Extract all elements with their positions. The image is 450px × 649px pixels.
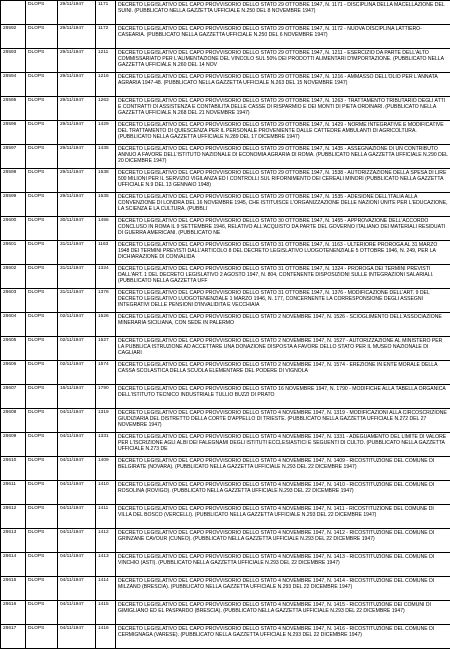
- source-cell: DLOPS: [26, 601, 58, 625]
- decree-text-cell: DECRETO LEGISLATIVO DEL CAPO PROVVISORIO DELLO STATO 29 OTTOBRE 1947, N. 1171 - DISCIPLINA DELLA MACELLAZIONE DEL SUINI. (PUBBLICATO NELLA GAZZETTA UFFICIALE N.250 DEL 8 NOVEMBRE 1947): [116, 1, 450, 25]
- decree-text-cell: DECRETO LEGISLATIVO DEL CAPO PROVVISORIO DELLO STATO 4 NOVEMBRE 1947, N. 1331 - ADEGUAMENTO DEL LIMITE DI VALORE PER L'ISCRIZIONE AGLI ALBI DEI FALEGNAMI DEGLI ISTITUTI ECCLESIASTICI E SEGUENTI DI CULTO. (PUBBLICATO NELLA GAZZETTA UFFICIALE N.273 DE: [116, 433, 450, 457]
- decree-text-cell: DECRETO LEGISLATIVO DEL CAPO PROVVISORIO DELLO STATO 29 OTTOBRE 1947, N. 1172 - NUOVA DISCIPLINA LATTIERO-CASEARIA. (PUBBLICATO NELLA GAZZETTA UFFICIALE N.250 DEL 6 NOVEMBRE 1947): [116, 25, 450, 49]
- date-cell: 04/11/1947: [58, 529, 96, 553]
- date-cell: 02/11/1947: [58, 337, 96, 361]
- date-cell: 31/11/1947: [58, 265, 96, 289]
- decree-number-cell: 1527: [96, 337, 116, 361]
- decree-number-cell: 1535: [96, 193, 116, 217]
- decree-text-cell: DECRETO LEGISLATIVO DEL CAPO PROVVISORIO DELLO STATO 16 NOVEMBRE 1947, N. 1790 - MODIFICHE ALLA TABELLA ORGANICA DELL'ISTITUTO TECNICO INDUSTRIALE TULLIO BUZZI DI PRATO: [116, 385, 450, 409]
- decree-text-cell: DECRETO LEGISLATIVO DEL CAPO PROVVISORIO DELLO STATO 29 OTTOBRE 1947, N. 1429 - NORME INTEGRATIVE E MODIFICATIVE DEL TRATTAMENTO DI QUIESCENZA PER IL PERSONALE PROVENIENTE DALLE CATTEDRE AMBULANTI DI AGRICOLTURA. (PUBBLICATO NELLA GAZZETTA UFFICIALE N.289 DEL 17 DICEMBRE 1947): [116, 121, 450, 145]
- decree-text-cell: DECRETO LEGISLATIVO DEL CAPO PROVVISORIO DELLO STATO 29 OTTOBRE 1947, N. 1435 - ASSEGNAZIONE DI UN CONTRIBUTO ANNUO A FAVORE DELL'ISTITUTO NAZIONALE DI ECONOMIA AGRARIA DI ROMA. (PUBBLICATO NELLA GAZZETTA UFFICIALE N.290 DEL 20 DICEMBRE 1947): [116, 145, 450, 169]
- decree-number-cell: 1409: [96, 457, 116, 481]
- decree-text-cell: DECRETO LEGISLATIVO DEL CAPO PROVVISORIO DELLO STATO 4 NOVEMBRE 1947, N. 1409 - RICOSTITUZIONE DEL COMUNE DI BELGIRATE (NOVARA). (PUBBLICATO NELLA GAZZETTA UFFICIALE N.293 DEL 22 DICEMBRE 1947): [116, 457, 450, 481]
- date-cell: 29/11/1947: [58, 145, 96, 169]
- decree-number-cell: 1412: [96, 529, 116, 553]
- date-cell: 02/11/1947: [58, 361, 96, 385]
- source-cell: DLOPS: [26, 553, 58, 577]
- decree-text-cell: DECRETO LEGISLATIVO DEL CAPO PROVVISORIO DELLO STATO 4 NOVEMBRE 1947, N. 1412 - RICOSTITUZIONE DEL COMUNE DI GRINZANE CAVOUR (CUNEO). (PUBBLICATO NELLA GAZZETTA UFFICIALE N.293 DEL 22 DICEMBRE 1947): [116, 529, 450, 553]
- date-cell: 29/11/1947: [58, 73, 96, 97]
- table-row: [1, 289, 450, 313]
- table-row: [1, 265, 450, 289]
- table-row: [1, 25, 450, 49]
- record-id-cell: 28605: [1, 337, 26, 361]
- record-id-cell: 28608: [1, 409, 26, 433]
- decree-number-cell: 1263: [96, 97, 116, 121]
- decree-number-cell: 1319: [96, 409, 116, 433]
- table-row: [1, 361, 450, 385]
- table-row: [1, 433, 450, 457]
- decree-text-cell: DECRETO LEGISLATIVO DEL CAPO PROVVISORIO DELLO STATO 4 NOVEMBRE 1947, N. 1413 - RICOSTITUZIONE DEL COMUNE DI VINCHIO (ASTI). (PUBBLICATO NELLA GAZZETTA UFFICIALE N.293 DEL 22 DICEMBRE 1947): [116, 553, 450, 577]
- decree-number-cell: 1538: [96, 169, 116, 193]
- decree-text-cell: DECRETO LEGISLATIVO DEL CAPO PROVVISORIO DELLO STATO 30 OTTOBRE 1947, N. 1455 - APPROVAZIONE DELL'ACCORDO CONCLUSO IN ROMA IL 9 SETTEMBRE 1946, RELATIVO ALL'ACQUISTO DA PARTE DEL GOVERNO ITALIANO DEI MATERIALI RESIDUATI DI GUERRA AMERICANI. (PUBBLICATO NE: [116, 217, 450, 241]
- table-row: [1, 193, 450, 217]
- record-id-cell: 28596: [1, 121, 26, 145]
- table-row: [1, 505, 450, 529]
- source-cell: DLOPS: [26, 145, 58, 169]
- record-id-cell: 28613: [1, 529, 26, 553]
- decree-text-cell: DECRETO LEGISLATIVO DEL CAPO PROVVISORIO DELLO STATO 4 NOVEMBRE 1947, N. 1410 - RICOSTITUZIONE DEL COMUNE DI ROSOLINA (ROVIGO). (PUBBLICATO NELLA GAZZETTA UFFICIALE N.293 DEL 22 DICEMBRE 1947): [116, 481, 450, 505]
- record-id-cell: 28611: [1, 481, 26, 505]
- decree-text-cell: DECRETO LEGISLATIVO DEL CAPO PROVVISORIO DELLO STATO 31 OTTOBRE 1947, N. 1376 - MODIFICAZIONE DELL'ART. 9 DEL DECRETO LEGISLATIVO LUOGOTENENZIALE 1 MARZO 1946, N. 177, CONCERNENTE LA CORRESPONSIONE DEGLI ASSEGNI INTEGRATIVI DELLE PENSIONI D'INVALIDITA E VECCHIAIA: [116, 289, 450, 313]
- decree-number-cell: 1415: [96, 601, 116, 625]
- date-cell: 04/11/1947: [58, 505, 96, 529]
- source-cell: DLOPS: [26, 625, 58, 649]
- record-id-cell: 28599: [1, 193, 26, 217]
- record-id-cell: 28595: [1, 97, 26, 121]
- source-cell: DLOPS: [26, 457, 58, 481]
- decree-text-cell: DECRETO LEGISLATIVO DEL CAPO PROVVISORIO DELLO STATO 29 OTTOBRE 1947, N. 1263 - TRATTAMENTO TRIBUTARIO DEGLI ATTI E CONTRATTI DI ASSISTENZA E CONTABILITA DELLE CASSE DI RISPARMIO E DEI MONTI DI PIETA ORDINARI. (PUBBLICATO NELLA GAZZETTA UFFICIALE N.268 DEL 21 NOVEMBRE 1947): [116, 97, 450, 121]
- decree-number-cell: 1410: [96, 481, 116, 505]
- decree-number-cell: 1574: [96, 361, 116, 385]
- decree-text-cell: DECRETO LEGISLATIVO DEL CAPO PROVVISORIO DELLO STATO 31 OTTOBRE 1947, N. 1324 - PROROGA DEI TERMINI PREVISTI DALL'ART. 1 DEL DECRETO LEGISLATIVO 2 AGOSTO 1947, N. 804, CONTENENTE DISPOSIZIONI SULLE INTEGRAZIONI SALARIALI. (PUBBLICATO NELLA GAZZETTA UFF: [116, 265, 450, 289]
- record-id-cell: 28600: [1, 217, 26, 241]
- table-row: [1, 241, 450, 265]
- decree-number-cell: 1411: [96, 505, 116, 529]
- date-cell: 30/11/1947: [58, 217, 96, 241]
- source-cell: DLOPS: [26, 409, 58, 433]
- decree-number-cell: 1171: [96, 1, 116, 25]
- table-row: [1, 97, 450, 121]
- date-cell: 04/11/1947: [58, 433, 96, 457]
- table-row: [1, 313, 450, 337]
- decree-text-cell: DECRETO LEGISLATIVO DEL CAPO PROVVISORIO DELLO STATO 29 OTTOBRE 1947, N. 1538 - AUTORIZZAZIONE DELLA SPESA DI LIRE 500 MILIONI PER IL SERVIZIO VIGILANZA ED I CONTROLLI SUL RIFORNIMENTO DEI CEREALI MINORI (PUBBLICATO NELLA GAZZETTA UFFICIALE N.9 DEL 13 GENNAIO 1948): [116, 169, 450, 193]
- date-cell: 02/11/1947: [58, 313, 96, 337]
- record-id-cell: [1, 1, 26, 25]
- table-row: [1, 385, 450, 409]
- date-cell: 04/11/1947: [58, 409, 96, 433]
- table-row: [1, 121, 450, 145]
- date-cell: 29/11/1947: [58, 49, 96, 73]
- date-cell: 04/11/1947: [58, 481, 96, 505]
- records-table-body: [1, 1, 450, 649]
- date-cell: 31/11/1947: [58, 289, 96, 313]
- decree-number-cell: 1455: [96, 217, 116, 241]
- source-cell: DLOPS: [26, 121, 58, 145]
- record-id-cell: 28598: [1, 169, 26, 193]
- date-cell: 29/11/1947: [58, 97, 96, 121]
- source-cell: DLOPS: [26, 241, 58, 265]
- decree-text-cell: DECRETO LEGISLATIVO DEL CAPO PROVVISORIO DELLO STATO 4 NOVEMBRE 1947, N. 1414 - RICOSTITUZIONE DEL COMUNE DI MILZANO (BRESCIA). (PUBBLICATO NELLA GAZZETTA UFFICIALE N.293 DEL 22 DICEMBRE 1947): [116, 577, 450, 601]
- record-id-cell: 28612: [1, 505, 26, 529]
- record-id-cell: 28594: [1, 73, 26, 97]
- record-id-cell: 28617: [1, 625, 26, 649]
- decree-text-cell: DECRETO LEGISLATIVO DEL CAPO PROVVISORIO DELLO STATO 2 NOVEMBRE 1947, N. 1526 - SCIOGLIMENTO DELL'ASSOCIAZIONE MINERARIA SICILIANA, CON SEDE IN PALERMO: [116, 313, 450, 337]
- source-cell: DLOPS: [26, 385, 58, 409]
- decree-number-cell: 1216: [96, 73, 116, 97]
- date-cell: 04/11/1947: [58, 577, 96, 601]
- date-cell: 04/11/1947: [58, 601, 96, 625]
- table-row: [1, 337, 450, 361]
- date-cell: 29/11/1947: [58, 193, 96, 217]
- decree-number-cell: 1172: [96, 25, 116, 49]
- table-row: [1, 553, 450, 577]
- source-cell: DLOPS: [26, 289, 58, 313]
- source-cell: DLOPS: [26, 433, 58, 457]
- date-cell: 29/11/1947: [58, 169, 96, 193]
- table-row: [1, 49, 450, 73]
- table-row: [1, 409, 450, 433]
- date-cell: 16/11/1947: [58, 385, 96, 409]
- date-cell: 29/11/1947: [58, 25, 96, 49]
- decree-number-cell: 1429: [96, 121, 116, 145]
- decree-number-cell: 1526: [96, 313, 116, 337]
- source-cell: DLOPS: [26, 337, 58, 361]
- decree-text-cell: DECRETO LEGISLATIVO DEL CAPO PROVVISORIO DELLO STATO 31 OTTOBRE 1947, N. 1163 - ULTERIORE PROROGA AL 31 MARZO 1948 DEI TERMINI PREVISTI DALL'ARTICOLO 8 DEL DECRETO LEGISLATIVO LUOGOTENENZIALE 5 OTTOBRE 1946, N. 249, PER LA DICHIARAZIONE DI CONVALIDA: [116, 241, 450, 265]
- record-id-cell: 28615: [1, 577, 26, 601]
- decree-text-cell: DECRETO LEGISLATIVO DEL CAPO PROVVISORIO DELLO STATO 4 NOVEMBRE 1947, N. 1416 - RICOSTITUZIONE DEL COMUNE DI CERMIGNAGA (VARESE). (PUBBLICATO NELLA GAZZETTA UFFICIALE N.293 DEL 22 DICEMBRE 1947): [116, 625, 450, 649]
- record-id-cell: 28614: [1, 553, 26, 577]
- decree-text-cell: DECRETO LEGISLATIVO DEL CAPO PROVVISORIO DELLO STATO 29 OTTOBRE 1947, N. 1216 - AMMASSO DELL'OLIO PER L'ANNATA AGRARIA 1947-48. (PUBBLICATO NELLA GAZZETTA UFFICIALE N.263 DEL 15 NOVEMBRE 1947): [116, 73, 450, 97]
- source-cell: DLOPS: [26, 193, 58, 217]
- source-cell: DLOPS: [26, 217, 58, 241]
- source-cell: DLOPS: [26, 25, 58, 49]
- decree-number-cell: 1414: [96, 577, 116, 601]
- decree-text-cell: DECRETO LEGISLATIVO DEL CAPO PROVVISORIO DELLO STATO 4 NOVEMBRE 1947, N. 1319 - MODIFICAZIONI ALLA CIRCOSCRIZIONE GIUDIZIARIA DEL DISTRETTO DELLA CORTE D'APPELLO DI TRIESTE. (PUBBLICATO NELLA GAZZETTA UFFICIALE N.272 DEL 27 NOVEMBRE 1947): [116, 409, 450, 433]
- record-id-cell: 28601: [1, 241, 26, 265]
- decree-number-cell: 1331: [96, 433, 116, 457]
- source-cell: DLOPS: [26, 481, 58, 505]
- record-id-cell: 28603: [1, 289, 26, 313]
- source-cell: DLOPS: [26, 1, 58, 25]
- decree-text-cell: DECRETO LEGISLATIVO DEL CAPO PROVVISORIO DELLO STATO 2 NOVEMBRE 1947, N. 1574 - EREZIONE IN ENTE MORALE DELLA CASSA SCOLASTICA DELLA SCUOLA ELEMENTARE DEL PODERE DI VIGNOLA: [116, 361, 450, 385]
- record-id-cell: 28592: [1, 25, 26, 49]
- record-id-cell: 28602: [1, 265, 26, 289]
- source-cell: DLOPS: [26, 97, 58, 121]
- table-row: [1, 529, 450, 553]
- record-id-cell: 28610: [1, 457, 26, 481]
- table-row: [1, 217, 450, 241]
- date-cell: 29/11/1947: [58, 121, 96, 145]
- record-id-cell: 28604: [1, 313, 26, 337]
- source-cell: DLOPS: [26, 529, 58, 553]
- decree-text-cell: DECRETO LEGISLATIVO DEL CAPO PROVVISORIO DELLO STATO 4 NOVEMBRE 1947, N. 1415 - RICOSTITUZIONE DEI COMUNI DI GIMIGLIANO ED EL PASPARDO (BRESCIA). (PUBBLICATO NELLA GAZZETTA UFFICIALE N.293 DEL 22 DICEMBRE 1947): [116, 601, 450, 625]
- table-row: [1, 145, 450, 169]
- decree-text-cell: DECRETO LEGISLATIVO DEL CAPO PROVVISORIO DELLO STATO 2 NOVEMBRE 1947, N. 1527 - AUTORIZZAZIONE AL MINISTERO PER LA PUBBLICA ISTRUZIONE AD ACCETTARE UNA DONAZIONE DISPOSTA A FAVORE DELLO STATO PER IL MUSEO NAZIONALE DI CAGLIARI: [116, 337, 450, 361]
- table-row: [1, 481, 450, 505]
- decree-number-cell: 1163: [96, 241, 116, 265]
- decree-number-cell: 1413: [96, 553, 116, 577]
- record-id-cell: 28609: [1, 433, 26, 457]
- decree-number-cell: 1376: [96, 289, 116, 313]
- decree-number-cell: 1435: [96, 145, 116, 169]
- source-cell: DLOPS: [26, 169, 58, 193]
- table-row: [1, 457, 450, 481]
- source-cell: DLOPS: [26, 73, 58, 97]
- date-cell: 31/11/1947: [58, 241, 96, 265]
- date-cell: 04/11/1947: [58, 625, 96, 649]
- source-cell: DLOPS: [26, 313, 58, 337]
- record-id-cell: 28606: [1, 361, 26, 385]
- date-cell: 04/11/1947: [58, 553, 96, 577]
- table-row: [1, 601, 450, 625]
- record-id-cell: 28597: [1, 145, 26, 169]
- decree-text-cell: DECRETO LEGISLATIVO DEL CAPO PROVVISORIO DELLO STATO 29 OTTOBRE 1947, N. 1535 - ADESIONE DELL'ITALIA ALLA CONVENZIONE DI LONDRA DEL 16 NOVEMBRE 1945, CHE ISTITUISCE L'ORGANIZZAZIONE DELLE NAZIONI UNITE PER L'EDUCAZIONE, LA SCIENZA E LA CULTURA. (PUBBLI: [116, 193, 450, 217]
- source-cell: DLOPS: [26, 577, 58, 601]
- source-cell: DLOPS: [26, 49, 58, 73]
- decree-text-cell: DECRETO LEGISLATIVO DEL CAPO PROVVISORIO DELLO STATO 4 NOVEMBRE 1947, N. 1411 - RICOSTITUZIONE DEL COMUNE DI VILLA DEL BOSCO (VERCELLI). (PUBBLICATO NELLA GAZZETTA UFFICIALE N.293 DEL 22 DICEMBRE 1947): [116, 505, 450, 529]
- decree-text-cell: DECRETO LEGISLATIVO DEL CAPO PROVVISORIO DELLO STATO 29 OTTOBRE 1947, N. 1211 - ESERCIZIO DA PARTE DELL'ALTO COMMISSARIATO PER L'ALIMENTAZIONE DEL VINCOLO SUL 50% DEI PRODOTTI ALIMENTARI D'IMPORTAZIONE. (PUBBLICATO NELLA GAZZETTA UFFICIALE N.260 DEL 14 NOV: [116, 49, 450, 73]
- table-row: [1, 1, 450, 25]
- decree-number-cell: 1790: [96, 385, 116, 409]
- source-cell: DLOPS: [26, 505, 58, 529]
- decree-number-cell: 1211: [96, 49, 116, 73]
- record-id-cell: 28607: [1, 385, 26, 409]
- table-row: [1, 577, 450, 601]
- table-row: [1, 169, 450, 193]
- record-id-cell: 28616: [1, 601, 26, 625]
- record-id-cell: 28593: [1, 49, 26, 73]
- date-cell: 29/11/1947: [58, 1, 96, 25]
- table-row: [1, 73, 450, 97]
- date-cell: 04/11/1947: [58, 457, 96, 481]
- source-cell: DLOPS: [26, 361, 58, 385]
- source-cell: DLOPS: [26, 265, 58, 289]
- decree-number-cell: 1416: [96, 625, 116, 649]
- decree-number-cell: 1324: [96, 265, 116, 289]
